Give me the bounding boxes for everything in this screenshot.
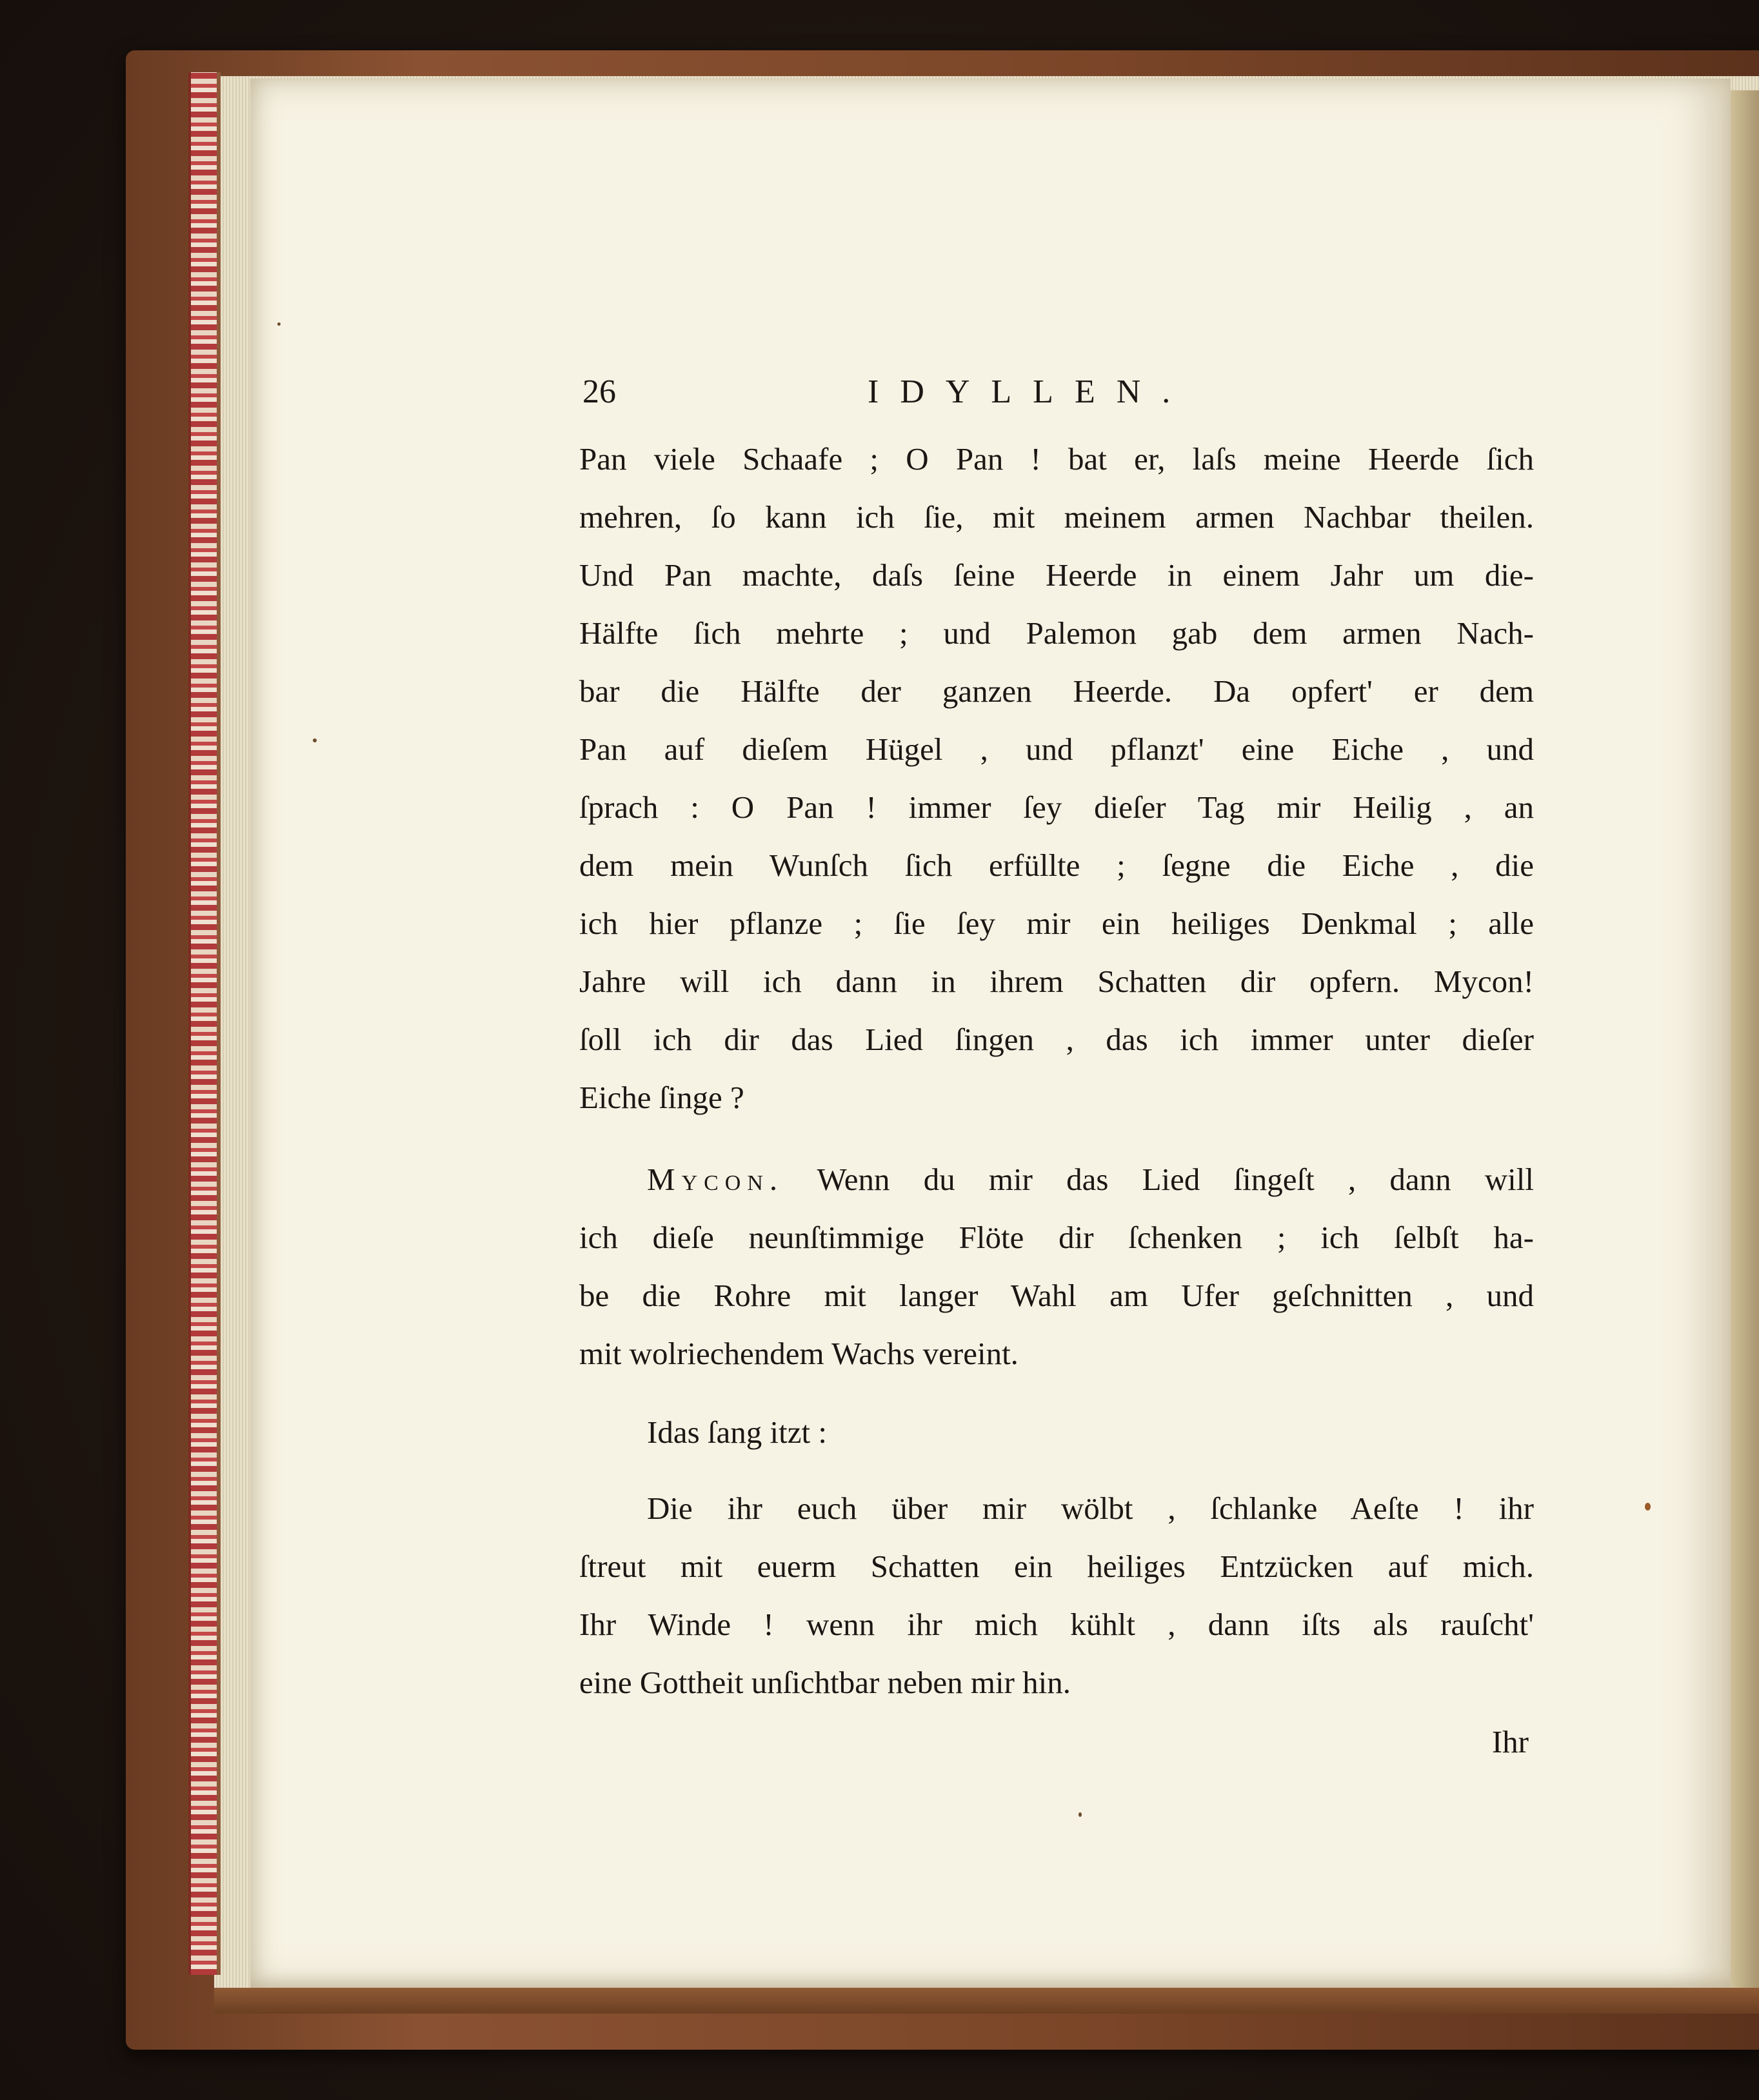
text-line: Und Pan machte, daſs ſeine Heerde in einem Jahr um die- — [579, 557, 1534, 593]
text-line: dem mein Wunſch ſich erfüllte ; ſegne die Eiche , die — [579, 847, 1534, 883]
text-line: Eiche ſinge ? — [579, 1080, 744, 1115]
running-title: IDYLLEN. — [868, 373, 1192, 410]
text-line: mehren, ſo kann ich ſie, mit meinem armen Nachbar theilen. — [579, 499, 1534, 535]
text-line: Ihr Winde ! wenn ihr mich kühlt , dann iſts als rauſcht' — [579, 1607, 1534, 1642]
text-line: eine Gottheit unſichtbar neben mir hin. — [579, 1665, 1071, 1700]
page-number: 26 — [582, 373, 616, 410]
text-line: Pan viele Schaafe ; O Pan ! bat er, laſs meine Heerde ſich — [579, 441, 1534, 477]
paper-speck — [313, 738, 317, 742]
text-line: bar die Hälfte der ganzen Heerde. Da opfert' er dem — [579, 673, 1534, 709]
paper-speck — [1078, 1812, 1082, 1817]
headband — [188, 72, 221, 1975]
text-line: Die ihr euch über mir wölbt , ſchlanke Aeſte ! ihr — [647, 1491, 1534, 1526]
speech-text: Wenn du mir das Lied ſingeſt , dann will — [817, 1162, 1534, 1197]
text-line: ich dieſe neunſtimmige Flöte dir ſchenken ; ich ſelbſt ha- — [579, 1220, 1534, 1255]
text-line: Pan auf dieſem Hügel , und pflanzt' eine Eiche , und — [579, 731, 1534, 767]
bottom-board-edge — [214, 1988, 1759, 2014]
text-line: ſprach : O Pan ! immer ſey dieſer Tag mir Heilig , an — [579, 789, 1534, 825]
catchword: Ihr — [1491, 1724, 1529, 1759]
speaker-name: Mycon. — [647, 1162, 784, 1197]
text-line: ſoll ich dir das Lied ſingen , das ich immer unter dieſer — [579, 1022, 1534, 1057]
text-line: be die Rohre mit langer Wahl am Ufer geſchnitten , und — [579, 1278, 1534, 1313]
text-line: ich hier pflanze ; ſie ſey mir ein heiliges Denkmal ; alle — [579, 906, 1534, 941]
text-line: Jahre will ich dann in ihrem Schatten dir opfern. Mycon! — [579, 964, 1534, 999]
text-line: Idas ſang itzt : — [647, 1414, 827, 1450]
text-line: ſtreut mit euerm Schatten ein heiliges Entzücken auf mich. — [579, 1549, 1534, 1584]
paper-speck — [277, 322, 281, 326]
text-line: Hälfte ſich mehrte ; und Palemon gab dem armen Nach- — [579, 615, 1534, 651]
text-line: mit wolriechendem Wachs vereint. — [579, 1336, 1019, 1371]
paper-speck — [1645, 1503, 1651, 1511]
speech-line — [647, 1161, 1534, 1198]
